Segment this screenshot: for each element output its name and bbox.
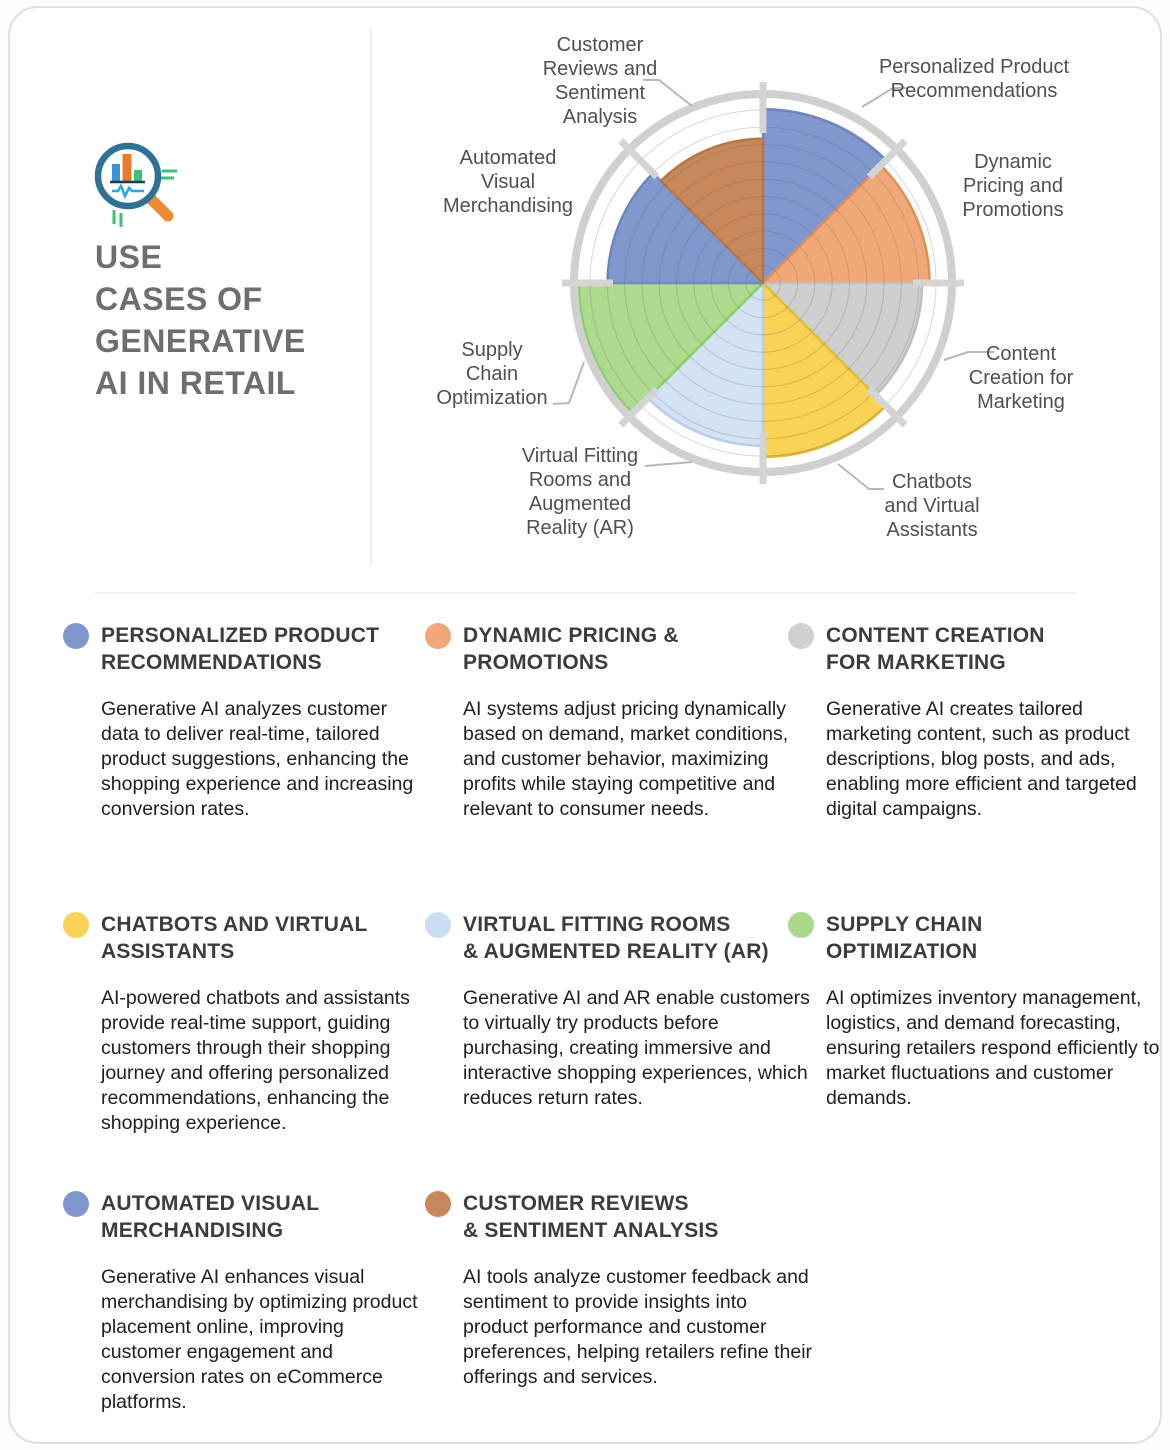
chart-label-line: Marketing <box>977 391 1065 413</box>
section-supply-chain-optimization <box>788 911 1160 1111</box>
section-body: Generative AI and AR enable customers to virtually try products before purchasing, creating immersive and interactive shopping experiences, which reduces return rates. <box>463 987 810 1109</box>
chart-label-line: Sentiment <box>554 82 646 104</box>
bullet-dot <box>425 623 451 649</box>
chart-label-line: Chain <box>465 363 519 385</box>
chart-label-line: Personalized Product <box>878 56 1070 78</box>
section-body: Generative AI creates tailored marketing content, such as product descriptions, blog posts, and ads, enabling more efficient and targeted digital campaigns. <box>826 698 1137 820</box>
chart-label-personalized-product-recommendations <box>854 55 1094 103</box>
section-personalized-product-recommendations <box>63 622 423 822</box>
section-title: SUPPLY CHAIN OPTIMIZATION <box>826 913 983 963</box>
bullet-dot <box>63 1191 89 1217</box>
section-title: AUTOMATED VISUAL MERCHANDISING <box>101 1192 320 1242</box>
bullet-dot <box>788 912 814 938</box>
section-body: AI tools analyze customer feedback and sentiment to provide insights into product performance and customer preferences, helping retailers refine their offerings and services. <box>463 1266 813 1388</box>
page-title-line: CASES OF <box>95 281 263 317</box>
section-body: Generative AI enhances visual merchandising by optimizing product placement online, improving customer engagement and conversion rates on eCommerce platforms. <box>101 1266 418 1413</box>
chart-label-line: Augmented <box>528 493 632 515</box>
chart-label-supply-chain-optimization <box>372 338 612 410</box>
bullet-dot <box>425 912 451 938</box>
page-title-line: USE <box>95 239 163 275</box>
section-title: CUSTOMER REVIEWS & SENTIMENT ANALYSIS <box>463 1192 719 1242</box>
chart-label-line: Pricing and <box>962 175 1064 197</box>
bullet-dot <box>425 1191 451 1217</box>
chart-label-line: Analysis <box>562 106 638 128</box>
chart-label-dynamic-pricing-promotions <box>893 150 1133 222</box>
section-body: AI systems adjust pricing dynamically based on demand, market conditions, and customer behavior, maximizing profits while staying competitive and relevant to consumer needs. <box>463 698 789 820</box>
polar-area-chart <box>0 0 1170 600</box>
section-body: AI-powered chatbots and assistants provide real-time support, guiding customers through their shopping journey and offering personalized recommendations, enhancing the shopping experience. <box>101 987 410 1134</box>
chart-label-line: Reality (AR) <box>526 517 634 539</box>
chart-label-chatbots-virtual-assistants <box>812 470 1052 542</box>
page-title-line: GENERATIVE <box>95 323 306 359</box>
section-body: AI optimizes inventory management, logistics, and demand forecasting, ensuring retailers respond efficiently to market fluctuations and customer demands. <box>826 987 1160 1109</box>
chart-label-line: Creation for <box>968 367 1074 389</box>
section-virtual-fitting-rooms-ar <box>425 911 817 1111</box>
section-title: CHATBOTS AND VIRTUAL ASSISTANTS <box>101 913 368 963</box>
chart-label-line: Visual <box>480 171 536 193</box>
bullet-dot <box>63 623 89 649</box>
chart-label-line: Promotions <box>962 199 1064 221</box>
chart-label-line: Chatbots <box>891 471 973 493</box>
chart-label-line: Merchandising <box>442 195 574 217</box>
section-chatbots-virtual-assistants <box>63 911 423 1136</box>
chart-label-line: Recommendations <box>890 80 1058 102</box>
chart-label-line: Customer <box>556 34 644 56</box>
chart-label-line: Supply <box>461 339 523 361</box>
chart-label-line: Virtual Fitting <box>521 445 639 467</box>
section-title: VIRTUAL FITTING ROOMS & AUGMENTED REALITY (AR) <box>463 913 769 963</box>
bullet-dot <box>788 623 814 649</box>
section-content-creation-marketing <box>788 622 1160 822</box>
chart-label-line: and Virtual <box>884 495 980 517</box>
section-title: CONTENT CREATION FOR MARKETING <box>826 624 1045 674</box>
chart-label-line: Optimization <box>436 387 548 409</box>
chart-label-automated-visual-merchandising <box>388 146 628 218</box>
chart-label-line: Content <box>985 343 1057 365</box>
chart-label-line: Assistants <box>886 519 978 541</box>
section-title: DYNAMIC PRICING & PROMOTIONS <box>463 624 679 674</box>
chart-label-line: Reviews and <box>542 58 658 80</box>
chart-label-line: Rooms and <box>528 469 632 491</box>
section-body: Generative AI analyzes customer data to deliver real-time, tailored product suggestions, enhancing the shopping experience and increasing conversion rates. <box>101 698 414 820</box>
bullet-dot <box>63 912 89 938</box>
chart-label-virtual-fitting-rooms-ar <box>460 444 700 540</box>
section-customer-reviews-sentiment-analysis <box>425 1190 817 1390</box>
section-dynamic-pricing-promotions <box>425 622 817 822</box>
section-title: PERSONALIZED PRODUCT RECOMMENDATIONS <box>101 624 380 674</box>
chart-label-content-creation-marketing <box>901 342 1141 414</box>
chart-label-line: Automated <box>459 147 557 169</box>
chart-label-line: Dynamic <box>974 151 1052 173</box>
chart-label-customer-reviews-sentiment-analysis <box>480 33 720 129</box>
page-title-line: AI IN RETAIL <box>95 365 296 401</box>
section-automated-visual-merchandising <box>63 1190 423 1415</box>
